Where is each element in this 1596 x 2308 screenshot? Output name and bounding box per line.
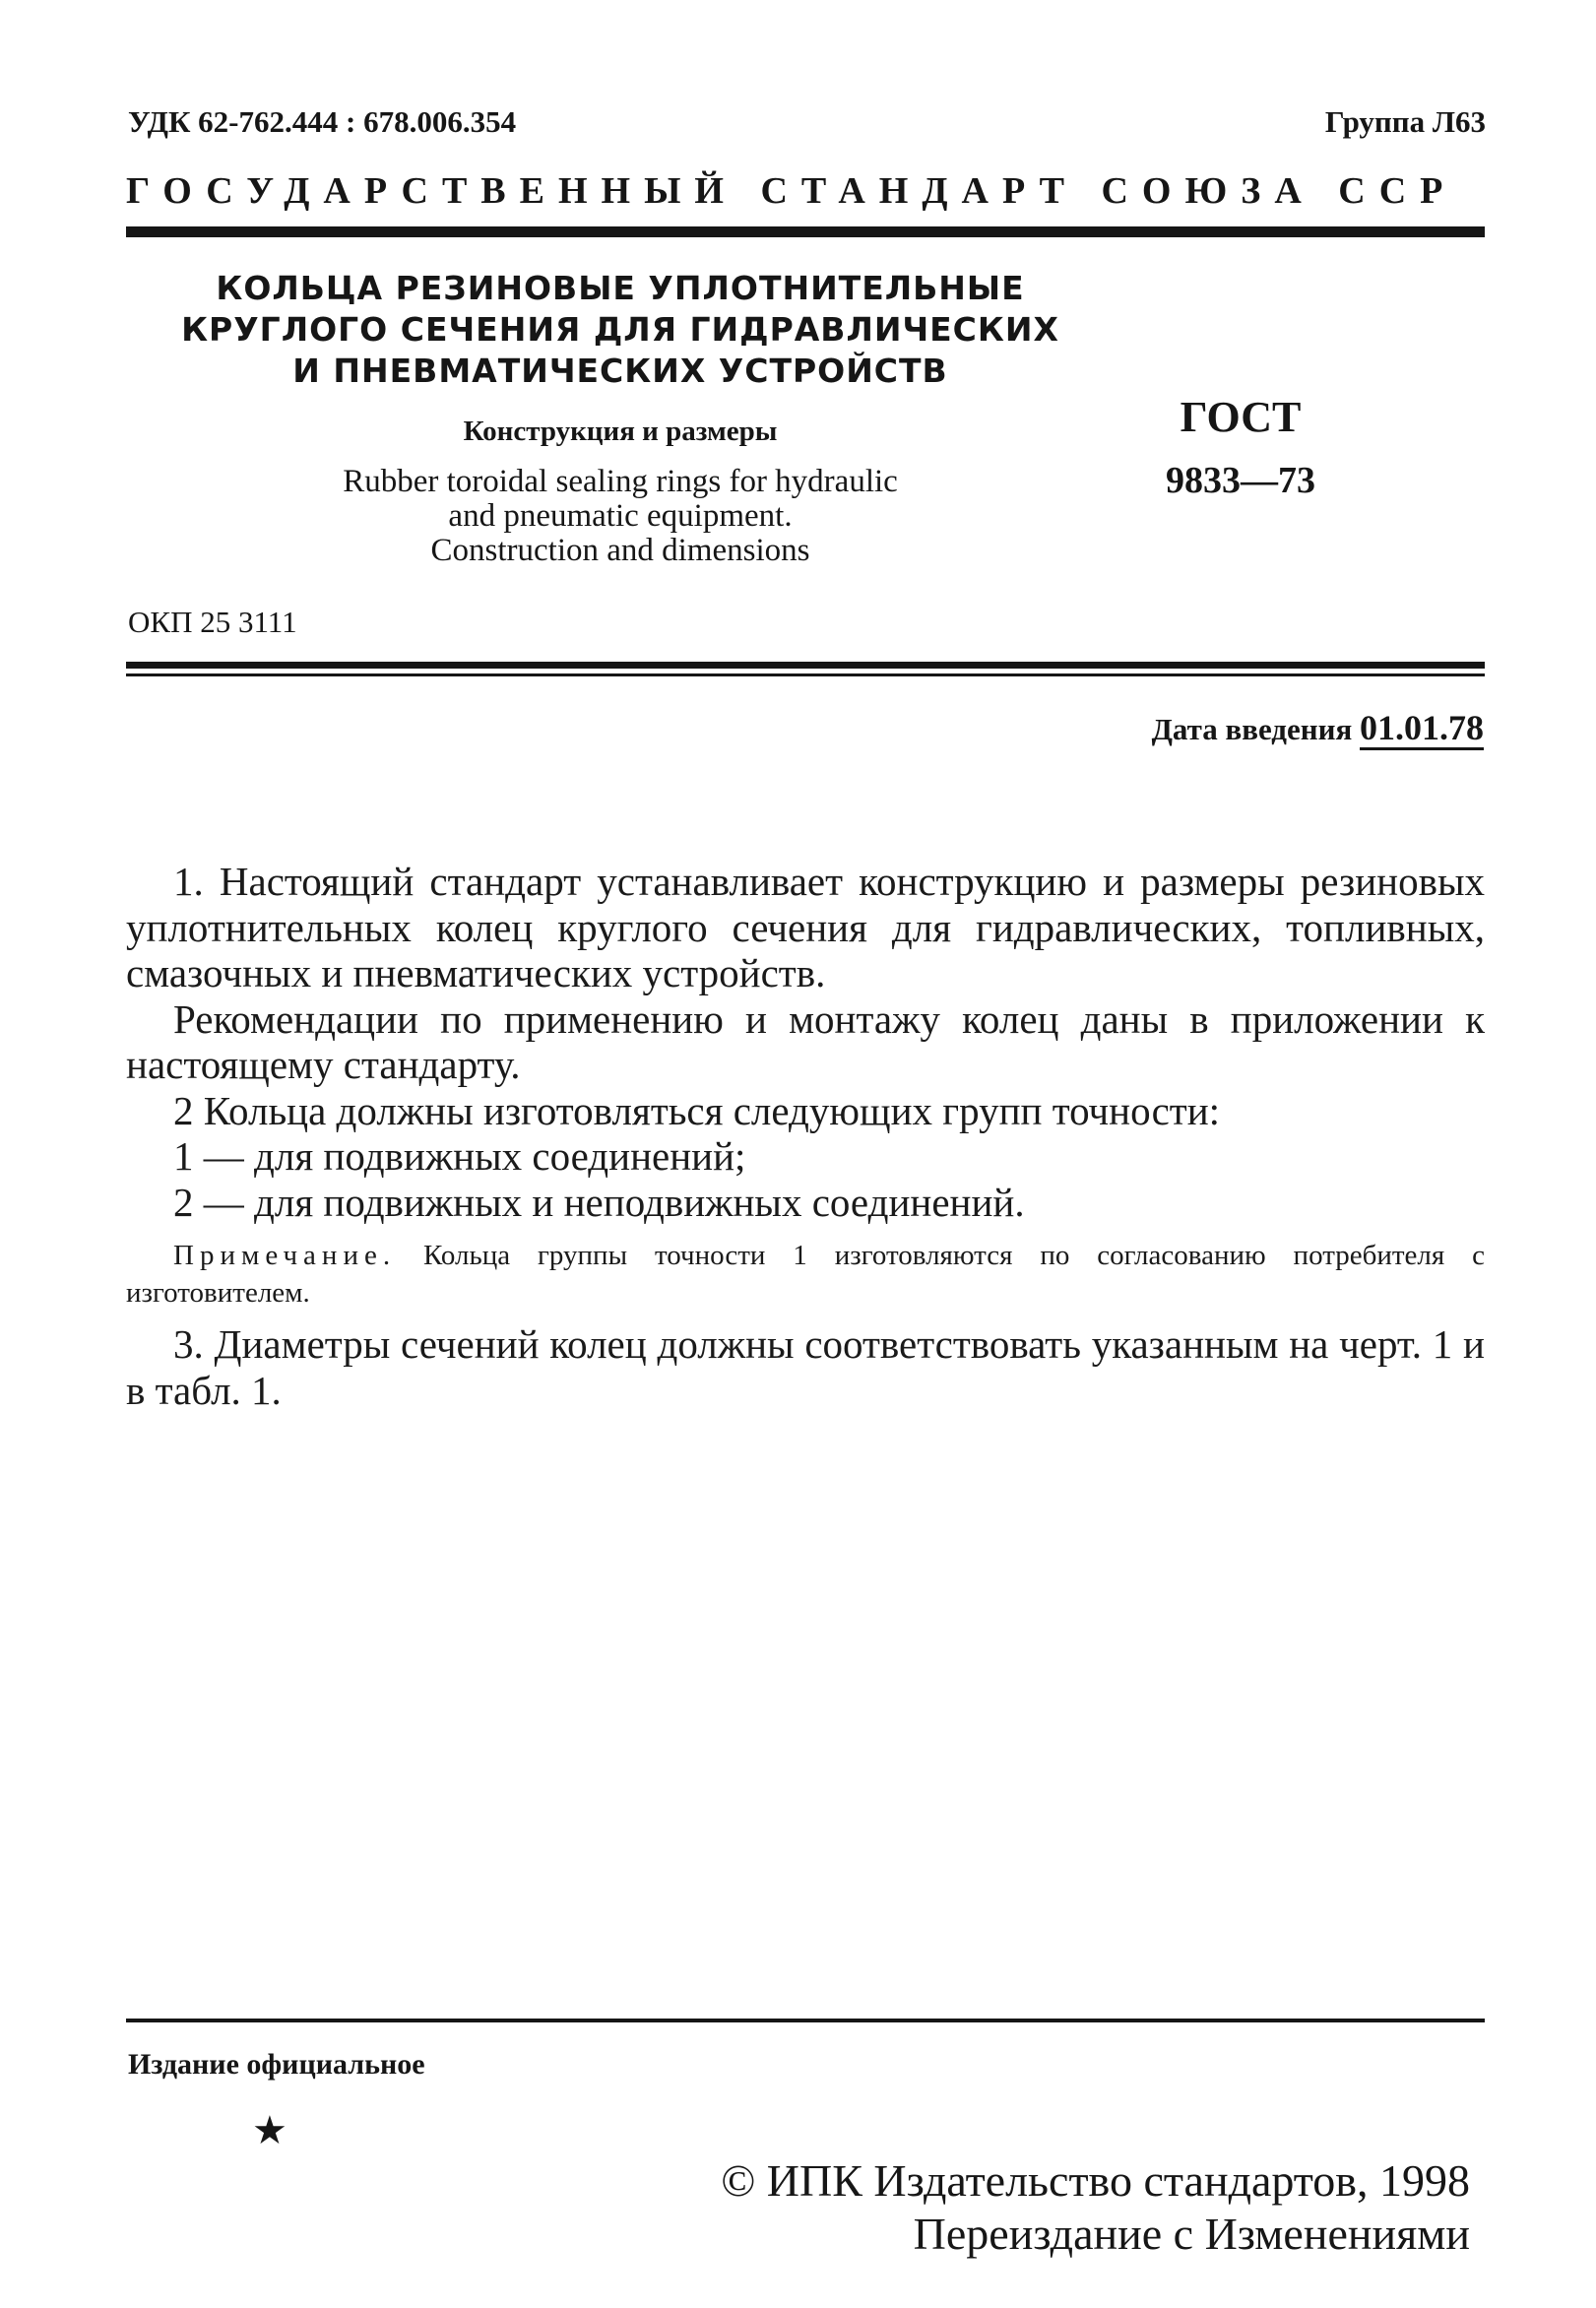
group-code: Группа Л63 xyxy=(1324,104,1486,139)
state-standard-heading: ГОСУДАРСТВЕННЫЙ СТАНДАРТ СОЮЗА ССР xyxy=(126,170,1457,212)
paragraph: 1. Настоящий стандарт устанавливает конструкцию и размеры резиновых уплотнительных колец круглого сечения для гидравлических, топливных, смазочных и пневматических устройств. xyxy=(126,859,1485,995)
paragraph: 2 Кольца должны изготовляться следующих групп точности: xyxy=(173,1087,1221,1133)
gost-number: 9833—73 xyxy=(1166,460,1315,501)
list-item: 2 — для подвижных и неподвижных соединений. xyxy=(173,1179,1025,1225)
edition-label: Издание официальное xyxy=(128,2048,425,2081)
effective-date-label: Дата введения xyxy=(1151,712,1353,746)
title-en-line: Rubber toroidal sealing rings for hydraulic xyxy=(343,464,898,499)
title-ru-line: КРУГЛОГО СЕЧЕНИЯ ДЛЯ ГИДРАВЛИЧЕСКИХ xyxy=(181,310,1059,349)
reissue-line: Переиздание с Изменениями xyxy=(913,2209,1470,2259)
document-title-en xyxy=(148,465,1093,568)
paragraph: 3. Диаметры сечений колец должны соответствовать указанным на черт. 1 и в табл. 1. xyxy=(126,1321,1485,1413)
document-title-ru xyxy=(148,268,1093,392)
title-en-line: Construction and dimensions xyxy=(430,533,810,568)
title-ru-line: КОЛЬЦА РЕЗИНОВЫЕ УПЛОТНИТЕЛЬНЫЕ xyxy=(216,269,1025,307)
header-rule-bottom-thin xyxy=(126,673,1485,676)
header-rule-bottom xyxy=(126,662,1485,669)
document-body xyxy=(126,859,1485,1413)
udk-code: УДК 62-762.444 : 678.006.354 xyxy=(128,104,517,139)
title-en-line: and pneumatic equipment. xyxy=(448,498,793,534)
effective-date xyxy=(1152,707,1484,748)
okp-code: ОКП 25 3111 xyxy=(128,605,297,639)
list-item: 1 — для подвижных соединений; xyxy=(173,1133,746,1179)
document-subtitle: Конструкция и размеры xyxy=(463,416,778,447)
footer-rule xyxy=(126,2019,1485,2022)
star-icon: ★ xyxy=(252,2108,287,2152)
paragraph: Рекомендации по применению и монтажу колец даны в приложении к настоящему стандарту. xyxy=(126,995,1485,1087)
note xyxy=(126,1237,1485,1312)
copyright-line: © ИПК Издательство стандартов, 1998 xyxy=(721,2155,1470,2206)
header-rule-top xyxy=(126,226,1485,237)
title-ru-line: И ПНЕВМАТИЧЕСКИХ УСТРОЙСТВ xyxy=(292,352,948,390)
note-label: Примечание. xyxy=(173,1240,397,1271)
gost-label: ГОСТ xyxy=(1180,393,1302,441)
note-text: Кольца группы точности 1 изготовляются по согласованию потребителя с изготовителем. xyxy=(126,1240,1486,1309)
copyright-block xyxy=(721,2154,1470,2261)
effective-date-value: 01.01.78 xyxy=(1360,708,1484,747)
